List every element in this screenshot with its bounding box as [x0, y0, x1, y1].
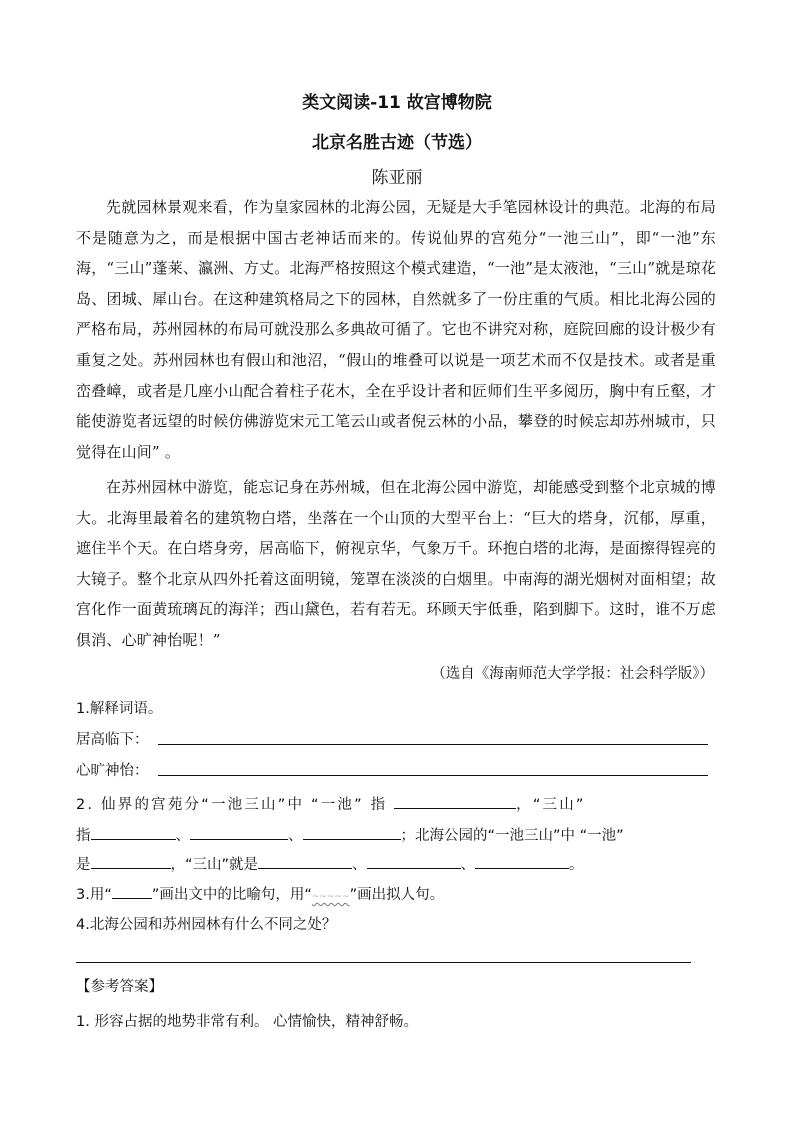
question-2-text-e: 是 [76, 857, 91, 873]
blank-sanshan-2[interactable] [190, 823, 288, 840]
question-2-text-b: ，“三山” [516, 797, 586, 813]
separator: 、 [288, 828, 303, 844]
question-3-text-a: 3.用“ [76, 887, 112, 903]
series-title: 类文阅读-11 故宫博物院 [302, 93, 492, 113]
straight-underline-sample [112, 886, 152, 899]
blank-sanshan-1[interactable] [91, 823, 176, 840]
answer-line-term-1[interactable] [158, 743, 708, 745]
paragraph-2-text: 在苏州园林中游览，能忘记身在苏州城，但在北海公园中游览，却能感受到整个北京城的博大。北海里最着名的建筑物白塔，坐落在一个山顶的大型平台上：“巨大的塔身，沉郁，厚重，遮住半个天。在白塔身旁，居高临下，俯视京华，气象万千。环抱白塔的北海，是面擦得锃亮的大镜子。整个北京从四外托着这面明镜，笼罩在淡淡的白烟里。中南海的湖光烟树对面相望；故宫化作一面黄琉璃瓦的海洋；西山黛色，若有若无。环顾天宇低垂，陷到脚下。这时，谁不万虑俱消、心旷神怡呢！” [76, 478, 716, 649]
question-2-text-f: ，“三山”就是 [170, 857, 259, 873]
question-2-line-1 [76, 792, 726, 814]
paragraph-1-text: 先就园林景观来看，作为皇家园林的北海公园，无疑是大手笔园林设计的典范。北海的布局不是随意为之，而是根据中国古老神话而来的。传说仙界的宫苑分“一池三山”，即“一池”东海，“三山”蓬莱、瀛洲、方丈。北海严格按照这个模式建造，“一池”是太液池，“三山”就是琼花岛、团城、犀山台。在这种建筑格局之下的园林，自然就多了一份庄重的气质。相比北海公园的严格布局，苏州园林的布局可就没那么多典故可循了。它也不讲究对称，庭院回廊的设计极少有重复之处。苏州园林也有假山和池沼，“假山的堆叠可以说是一项艺术而不仅是技术。或者是重峦叠嶂，或者是几座小山配合着柱子花木，全在乎设计者和匠师们生平多阅历，胸中有丘壑，才能使游览者远望的时候仿佛游览宋元工笔云山或者倪云林的小品，攀登的时候忘却苏州城市，只觉得在山间” 。 [76, 198, 717, 461]
blank-yichi-meaning[interactable] [394, 792, 516, 809]
article-source: （选自《海南师范大学学报：社会科学版》） [431, 666, 714, 682]
answer-heading: 【参考答案】 [76, 979, 163, 995]
blank-beihai-sanshan-2[interactable] [367, 852, 461, 869]
question-2-line-3 [76, 852, 726, 874]
answer-line-term-2[interactable] [158, 774, 708, 776]
question-2-text-d: ；北海公园的“一池三山”中 “一池” [400, 828, 624, 844]
article-paragraph-1 [76, 192, 716, 467]
question-1-term-2: 心旷神怡： [76, 763, 149, 779]
separator: 、 [352, 857, 367, 873]
question-3 [76, 883, 716, 904]
separator: 、 [175, 828, 190, 844]
separator: 、 [460, 857, 476, 873]
question-2-text-a: 2. 仙界的宫苑分“一池三山”中 “一池” 指 [76, 797, 388, 813]
question-1-term-1: 居高临下： [76, 732, 149, 748]
blank-beihai-sanshan-1[interactable] [258, 852, 352, 869]
question-3-text-c: ”画出拟人句。 [349, 887, 445, 903]
wavy-underline-sample: ~~~~~ [311, 892, 350, 902]
question-2-text-c: 指 [76, 828, 91, 844]
article-paragraph-2 [76, 472, 716, 656]
blank-beihai-yichi[interactable] [91, 852, 171, 869]
answer-1: 1. 形容占据的地势非常有利。 心情愉快，精神舒畅。 [76, 1014, 419, 1030]
question-2-line-2 [76, 823, 726, 845]
answer-line-question-4[interactable] [76, 961, 691, 963]
question-3-text-b: ”画出文中的比喻句，用“ [151, 887, 312, 903]
blank-sanshan-3[interactable] [303, 823, 401, 840]
question-4: 4.北海公园和苏州园林有什么不同之处？ [76, 917, 337, 933]
blank-beihai-sanshan-3[interactable] [475, 852, 569, 869]
article-title: 北京名胜古迹（节选） [312, 133, 482, 153]
question-1-label: 1.解释词语。 [76, 701, 163, 717]
period: 。 [569, 857, 584, 873]
author-name: 陈亚丽 [371, 168, 423, 188]
